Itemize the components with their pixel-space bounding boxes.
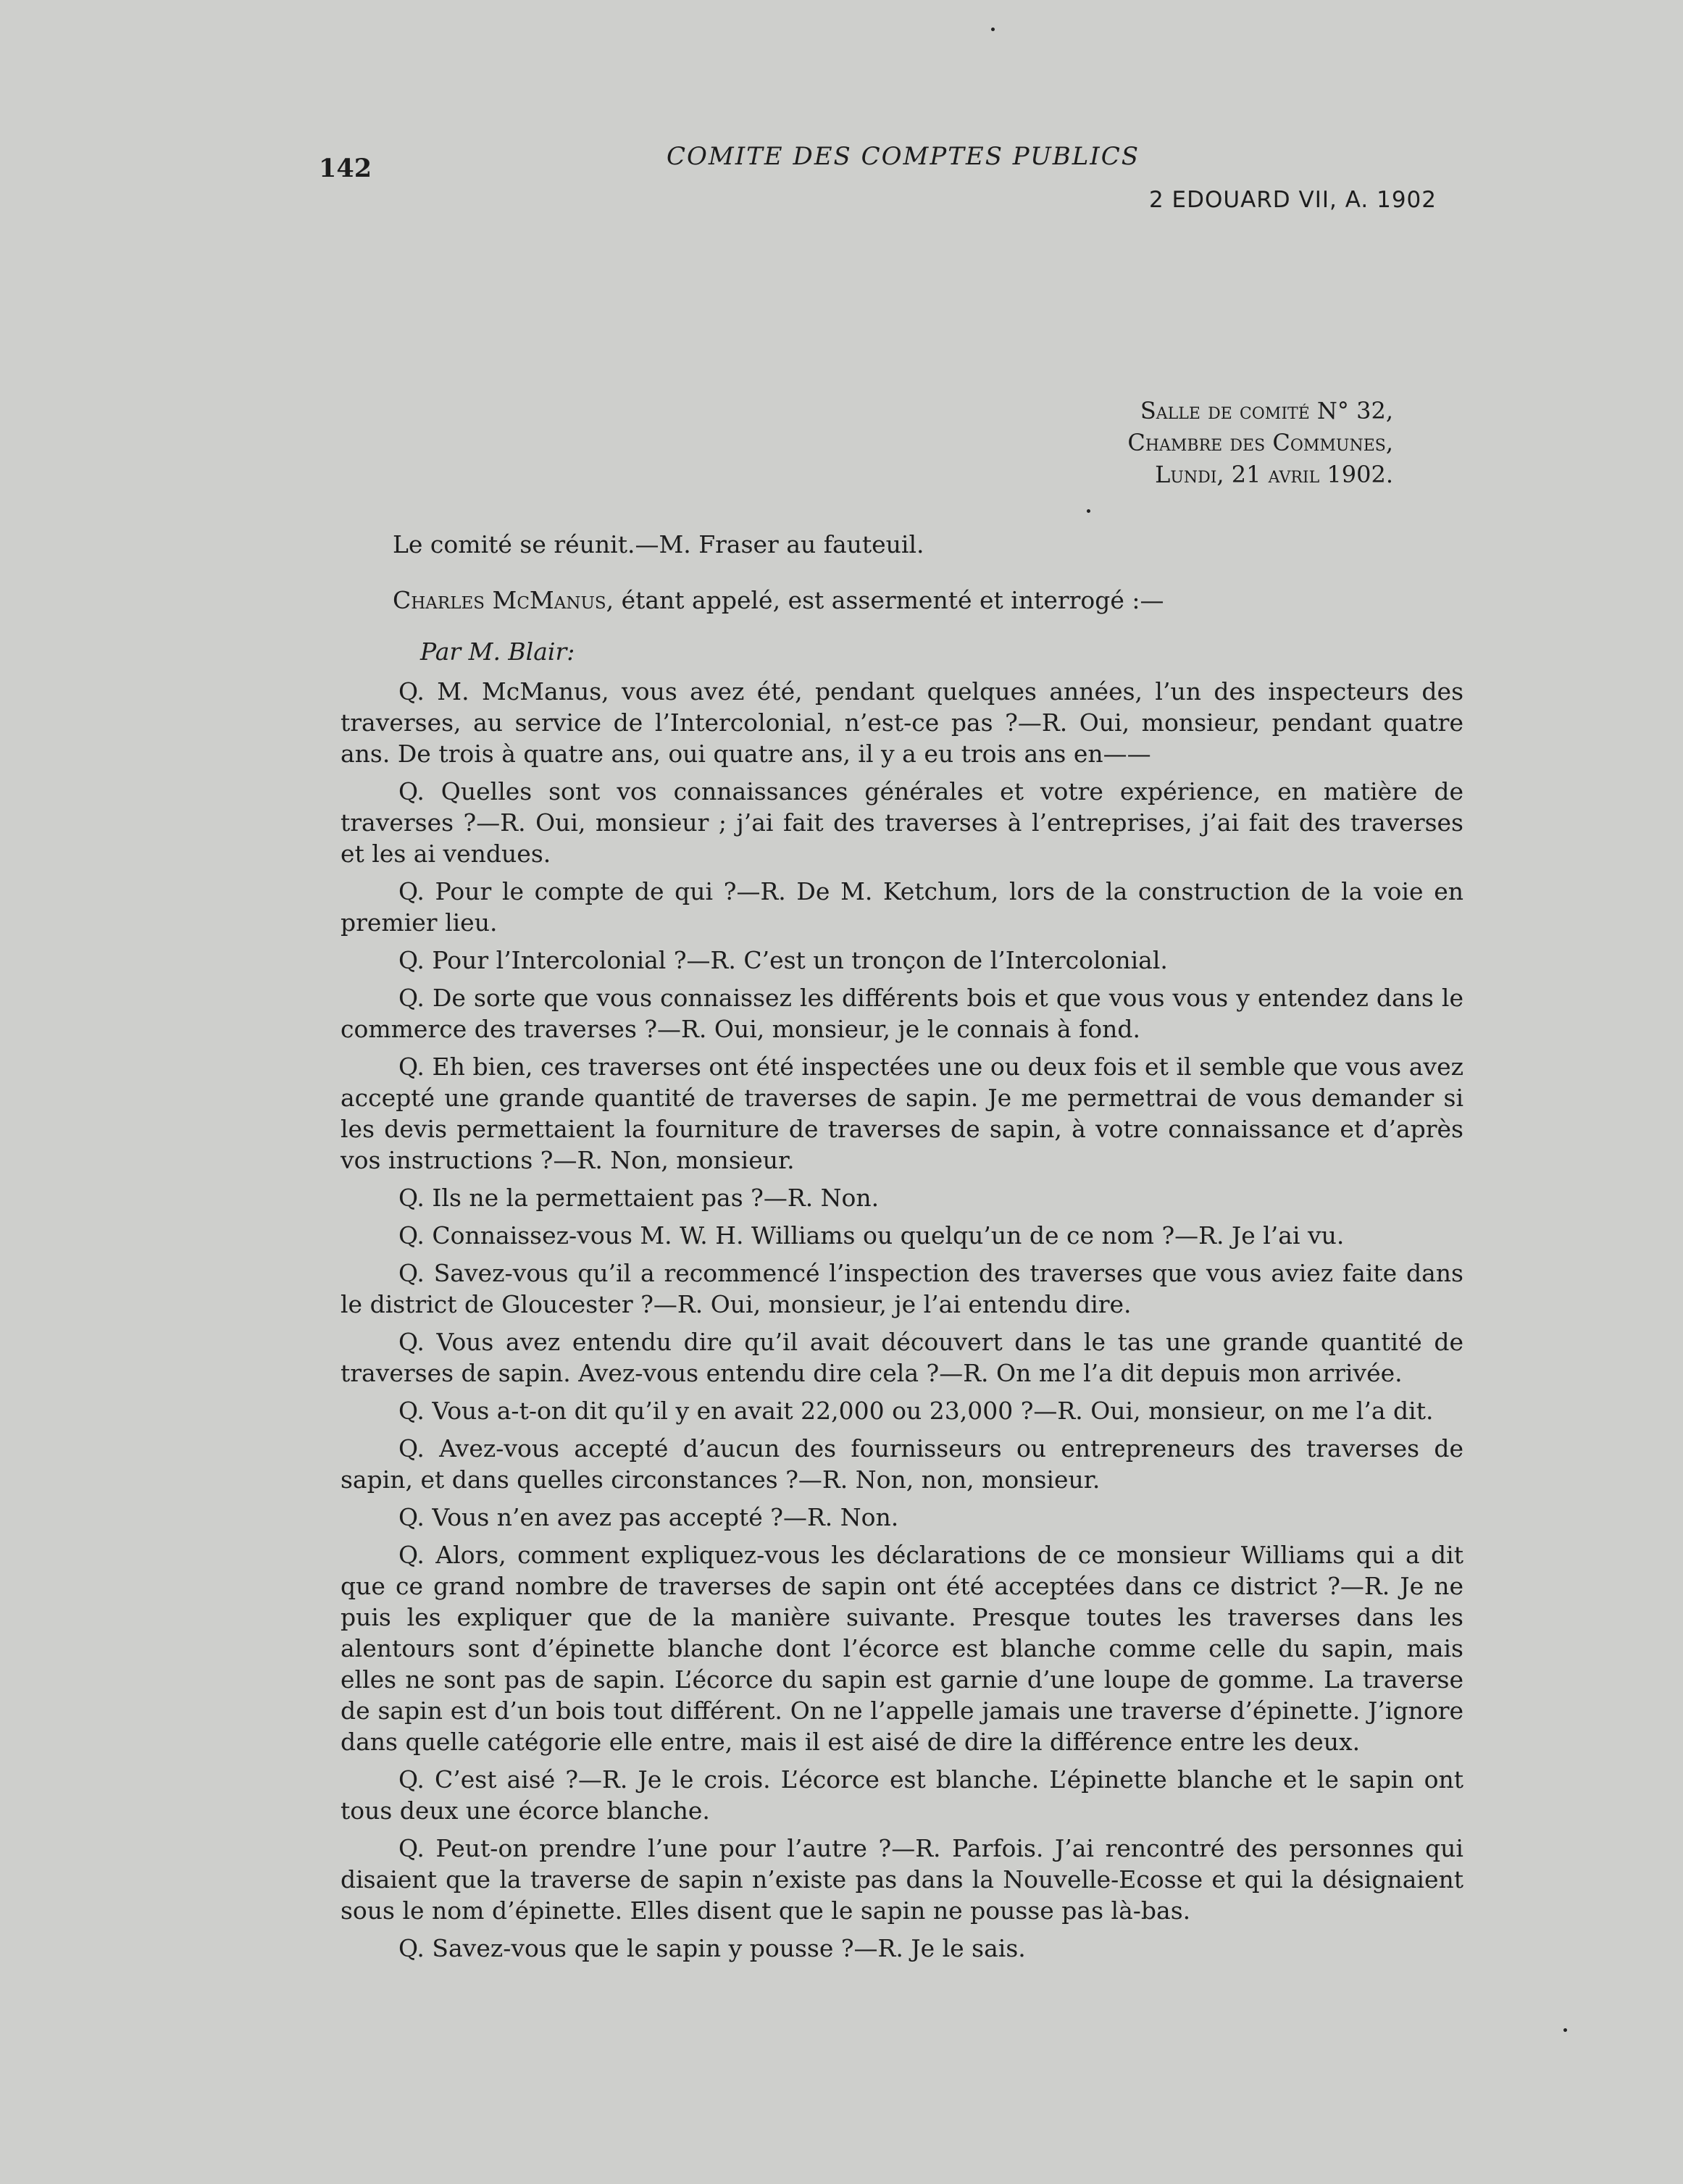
ink-speck	[1563, 2028, 1567, 2032]
room-line: Salle de comité N° 32,	[1140, 397, 1393, 424]
meeting-location	[886, 395, 1393, 490]
witness-line	[341, 585, 1463, 616]
qa-paragraph: Q. Connaissez-vous M. W. H. Williams ou quelqu’un de ce nom ?—R. Je l’ai vu.	[398, 1221, 1345, 1250]
qa-paragraph: Q. Avez-vous accepté d’aucun des fournisseurs ou entrepreneurs des traverses de sapin, et dans quelles circonstances ?—R. Non, non, monsieur.	[341, 1434, 1463, 1494]
ink-speck	[1087, 509, 1090, 513]
qa-paragraph: Q. Quelles sont vos connaissances générales et votre expérience, en matière de traverses ?—R. Oui, monsieur ; j’ai fait des traverses à l’entreprises, j’ai fait des traverses et les ai vendues.	[341, 777, 1463, 868]
running-title: COMITE DES COMPTES PUBLICS	[667, 142, 1140, 171]
qa-paragraph: Q. Eh bien, ces traverses ont été inspectées une ou deux fois et il semble que vous avez accepté une grande quantité de traverses de sapin. Je me permettrai de vous demander si les devis permettaient la fourniture de traverses de sapin, à votre connaissance et d’après vos instructions ?—R. Non, monsieur.	[341, 1053, 1463, 1174]
qa-paragraph: Q. Savez-vous qu’il a recommencé l’inspection des traverses que vous aviez faite dans le district de Gloucester ?—R. Oui, monsieur, je l’ai entendu dire.	[341, 1259, 1463, 1318]
qa-paragraph: Q. C’est aisé ?—R. Je le crois. L’écorce est blanche. L’épinette blanche et le sapin ont tous deux une écorce blanche.	[341, 1765, 1463, 1825]
date-line: Lundi, 21 avril 1902.	[1155, 461, 1393, 488]
examiner-heading: Par M. Blair:	[420, 637, 575, 666]
qa-paragraph: Q. De sorte que vous connaissez les différents bois et que vous vous y entendez dans le commerce des traverses ?—R. Oui, monsieur, je le connais à fond.	[341, 984, 1463, 1043]
qa-paragraph: Q. Vous avez entendu dire qu’il avait découvert dans le tas une grande quantité de traverses de sapin. Avez-vous entendu dire cela ?—R. On me l’a dit depuis mon arrivée.	[341, 1328, 1463, 1387]
session-label: 2 EDOUARD VII, A. 1902	[1148, 187, 1437, 213]
house-line: Chambre des Communes,	[1127, 429, 1393, 456]
qa-paragraph: Q. Ils ne la permettaient pas ?—R. Non.	[398, 1184, 880, 1212]
qa-paragraph: Q. M. McManus, vous avez été, pendant quelques années, l’un des inspecteurs des traverses, au service de l’Intercolonial, n’est-ce pas ?—R. Oui, monsieur, pendant quatre ans. De trois à quatre ans, oui quatre ans, il y a eu trois ans en——	[341, 677, 1463, 768]
witness-description: étant appelé, est assermenté et interrogé :—	[614, 586, 1164, 614]
page-number: 142	[319, 154, 372, 183]
testimony-body	[341, 529, 1463, 1970]
qa-paragraph: Q. Pour l’Intercolonial ?—R. C’est un tronçon de l’Intercolonial.	[398, 946, 1168, 974]
qa-paragraph: Q. Savez-vous que le sapin y pousse ?—R. Je le sais.	[398, 1934, 1026, 1962]
qa-paragraph: Q. Pour le compte de qui ?—R. De M. Ketchum, lors de la construction de la voie en premier lieu.	[341, 877, 1463, 937]
qa-paragraph: Q. Vous a-t-on dit qu’il y en avait 22,000 ou 23,000 ?—R. Oui, monsieur, on me l’a dit.	[398, 1397, 1434, 1425]
qa-paragraph: Q. Alors, comment expliquez-vous les déclarations de ce monsieur Williams qui a dit que ce grand nombre de traverses de sapin ont été acceptées dans ce district ?—R. Je ne puis les expliquer que de la manière suivante. Presque toutes les traverses dans les alentours sont d’épinette blanche dont l’écorce est blanche comme celle du sapin, mais elles ne sont pas de sapin. L’écorce du sapin est garnie d’une loupe de gomme. La traverse de sapin est d’un bois tout différent. On ne l’appelle jamais une traverse d’épinette. J’ignore dans quelle catégorie elle entre, mais il est aisé de dire la différence entre les deux.	[341, 1541, 1463, 1756]
meeting-open-line: Le comité se réunit.—M. Fraser au fauteuil.	[393, 530, 924, 558]
witness-name: Charles McManus,	[393, 586, 614, 614]
qa-paragraph: Q. Vous n’en avez pas accepté ?—R. Non.	[398, 1503, 899, 1531]
qa-paragraph: Q. Peut-on prendre l’une pour l’autre ?—R. Parfois. J’ai rencontré des personnes qui disaient que la traverse de sapin n’existe pas dans la Nouvelle-Ecosse et qui la désignaient sous le nom d’épinette. Elles disent que le sapin ne pousse pas là-bas.	[341, 1834, 1463, 1925]
ink-speck	[991, 28, 995, 31]
